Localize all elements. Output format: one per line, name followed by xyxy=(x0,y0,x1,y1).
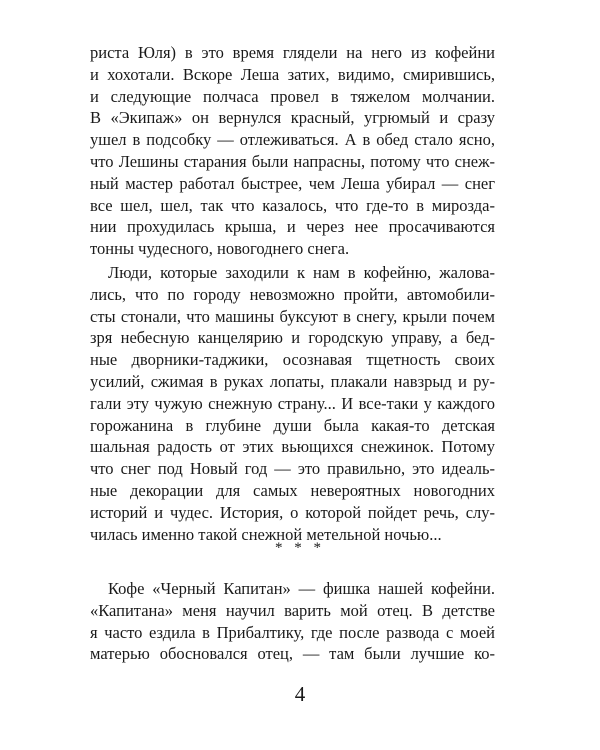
paragraph-3 xyxy=(90,578,495,665)
text-line: все шел, шел, так что казалось, что где-то в мирозда- xyxy=(90,195,495,215)
text-line: ные дворники-таджики, осознавая тщетность своих xyxy=(90,350,495,370)
text-line: шальная радость от этих вьющихся снежинок. Потому xyxy=(90,437,495,457)
text-line: и хохотали. Вскоре Леша затих, видимо, смирившись, xyxy=(90,64,495,84)
text-line: историй и чудес. История, о которой пойдет речь, слу- xyxy=(90,502,495,522)
text-line: горожанина в глубине души была какая-то детская xyxy=(90,415,495,435)
text-line: Люди, которые заходили к нам в кофейню, жалова- xyxy=(108,263,495,282)
section-separator: * * * xyxy=(275,540,325,556)
paragraph-1 xyxy=(90,42,495,260)
text-line: усилий, сжимая в руках лопаты, плакали навзрыд и ру- xyxy=(90,371,495,391)
text-line: чилась именно такой снежной метельной ночью... xyxy=(90,524,442,544)
text-line: В «Экипаж» он вернулся красный, угрюмый и сразу xyxy=(90,108,495,128)
text-line: матерью обосновался отец, — там были лучшие ко- xyxy=(90,644,495,664)
paragraph-2 xyxy=(90,262,495,545)
text-line: нии прохудилась крыша, и через нее просачиваются xyxy=(90,217,495,237)
text-line: ные декорации для самых невероятных новогодних xyxy=(90,480,495,500)
page-number: 4 xyxy=(294,682,306,706)
text-line: и следующие полчаса провел в тяжелом молчании. xyxy=(90,86,495,106)
text-line: лись, что по городу невозможно пройти, автомобили- xyxy=(90,284,495,304)
text-line: Кофе «Черный Капитан» — фишка нашей кофейни. xyxy=(108,579,495,598)
text-line: что Лешины старания были напрасны, потому что снеж- xyxy=(90,151,495,171)
text-line: ушел в подсобку — отлеживаться. А в обед стало ясно, xyxy=(90,130,495,150)
text-line: риста Юля) в это время глядели на него из кофейни xyxy=(90,43,495,62)
text-line: что снег под Новый год — это правильно, это идеаль- xyxy=(90,459,495,479)
text-line: зря небесную канцелярию и городскую управу, а бед- xyxy=(90,328,495,348)
text-line: гали эту чужую снежную страну... И все-таки у каждого xyxy=(90,393,495,413)
text-line: «Капитана» меня научил варить мой отец. В детстве xyxy=(90,600,495,620)
text-line: сты стонали, что машины буксуют в снегу, крыли почем xyxy=(90,306,495,326)
text-line: тонны чудесного, новогоднего снега. xyxy=(90,239,350,259)
text-line: я часто ездила в Прибалтику, где после развода с моей xyxy=(90,622,495,642)
text-line: ный мастер работал быстрее, чем Леша убирал — снег xyxy=(90,173,495,193)
